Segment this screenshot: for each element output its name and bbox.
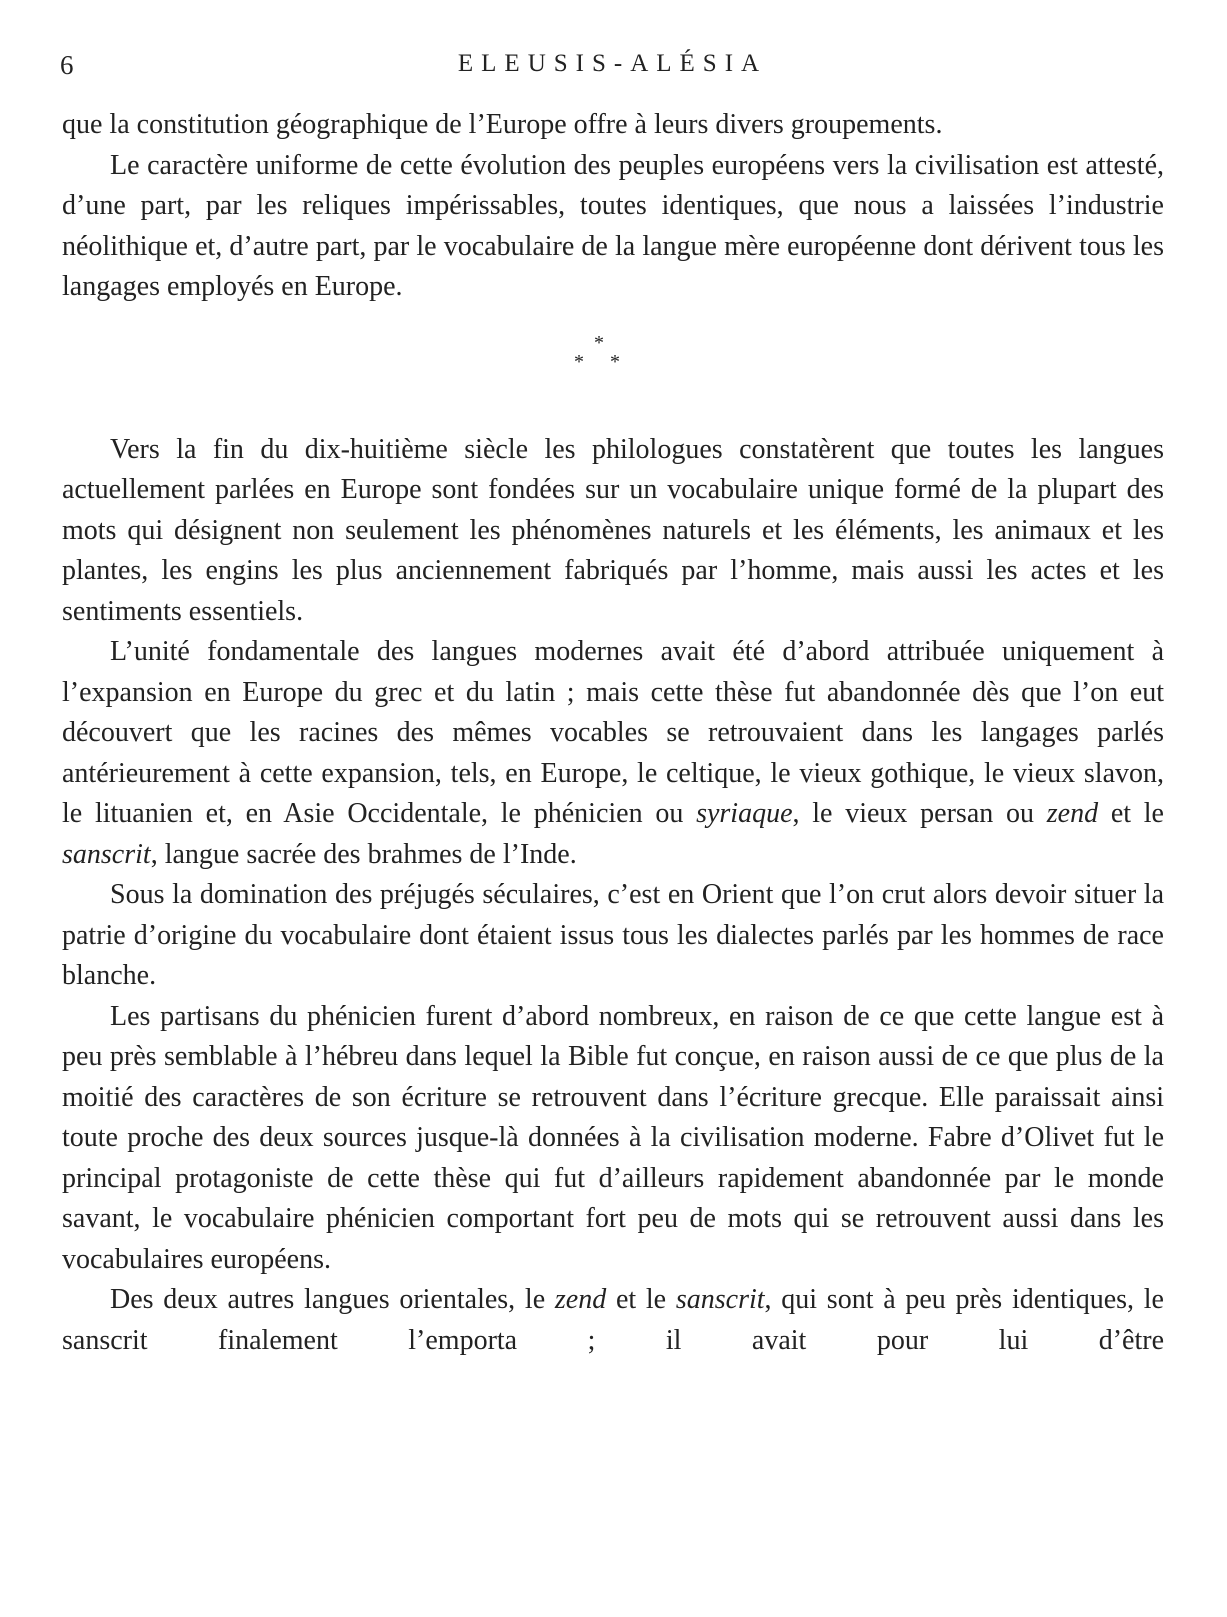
- paragraph: Vers la fin du dix-huitième siècle les philologues constatèrent que toutes les langues actuellement parlées en Europe sont fondées sur un vocabulaire unique formé de la plupart des mots qui désignent non seulement les phénomènes naturels et les éléments, les animaux et les plantes, les engins les plus anciennement fabriqués par l’homme, mais aussi les actes et les sentiments essentiels.: [62, 433, 1164, 627]
- paragraph-continuation: que la constitution géographique de l’Europe offre à leurs divers groupements.: [62, 109, 943, 140]
- paragraph: Les partisans du phénicien furent d’abord nombreux, en raison de ce que cette langue est à peu près semblable à l’hébreu dans lequel la Bible fut conçue, en raison aussi de ce que plus de la moitié des caractères de son écriture se retrouvent dans l’écriture grecque. Elle paraissait ainsi toute proche des deux sources jusque-là données à la civilisation moderne. Fabre d’Olivet fut le principal protagoniste de cette thèse qui fut d’ailleurs rapidement abandonnée par le monde savant, le vocabulaire phénicien comportant fort peu de mots qui se retrouvent aussi dans les vocabulaires européens.: [62, 1000, 1164, 1275]
- paragraph: Sous la domination des préjugés séculaires, c’est en Orient que l’on crut alors devoir situer la patrie d’origine du vocabulaire dont étaient issus tous les dialectes parlés par les hommes de race blanche.: [62, 879, 1164, 991]
- italic-term: sanscrit: [675, 1284, 765, 1315]
- paragraph: [62, 632, 1164, 875]
- section-ornament: [62, 308, 1164, 430]
- page-number: 6: [60, 50, 74, 80]
- asterism-star: *: [610, 350, 620, 373]
- text-run: et le: [1098, 798, 1164, 829]
- running-title: ELEUSIS-ALÉSIA: [457, 50, 768, 77]
- italic-term: sanscrit: [62, 838, 151, 870]
- asterism-star: *: [594, 331, 604, 354]
- italic-term: zend: [1046, 798, 1099, 829]
- text-run: et le: [606, 1284, 676, 1315]
- paragraph: Le caractère uniforme de cette évolution des peuples européens vers la civilisation est attesté, d’une part, par les reliques impérissables, toutes identiques, que nous a laissées l’industrie néolithique et, d’autre part, par le vocabulaire de la langue mère européenne dont dérivent tous les langages employés en Europe.: [62, 149, 1164, 302]
- text-run: , qui sont à peu près identiques, le sanscrit finalement l’emporta ; il avait pour lui d’être: [62, 1284, 1164, 1356]
- italic-term: syriaque: [696, 798, 793, 829]
- text-run: Des deux autres langues orientales, le: [110, 1284, 555, 1315]
- page-header: [60, 50, 1165, 90]
- paragraph: [62, 1280, 1164, 1361]
- text-run: , le vieux persan ou: [792, 798, 1047, 829]
- italic-term: zend: [554, 1284, 607, 1315]
- text-run: L’unité fondamentale des langues modernes avait été d’abord attribuée uniquement à l’expansion en Europe du grec et du latin ; mais cette thèse fut abandonnée dès que l’on eut découvert que les racines des mêmes vocables se retrouvaient dans les langages parlés antérieurement à cette expansion, tels, en Europe, le celtique, le vieux gothique, le vieux slavon, le lituanien et, en Asie Occidentale, le phénicien ou: [62, 636, 1164, 829]
- asterism-star: *: [574, 350, 584, 373]
- text-run: , langue sacrée des brahmes de l’Inde.: [150, 838, 577, 870]
- page-body: [62, 105, 1164, 1361]
